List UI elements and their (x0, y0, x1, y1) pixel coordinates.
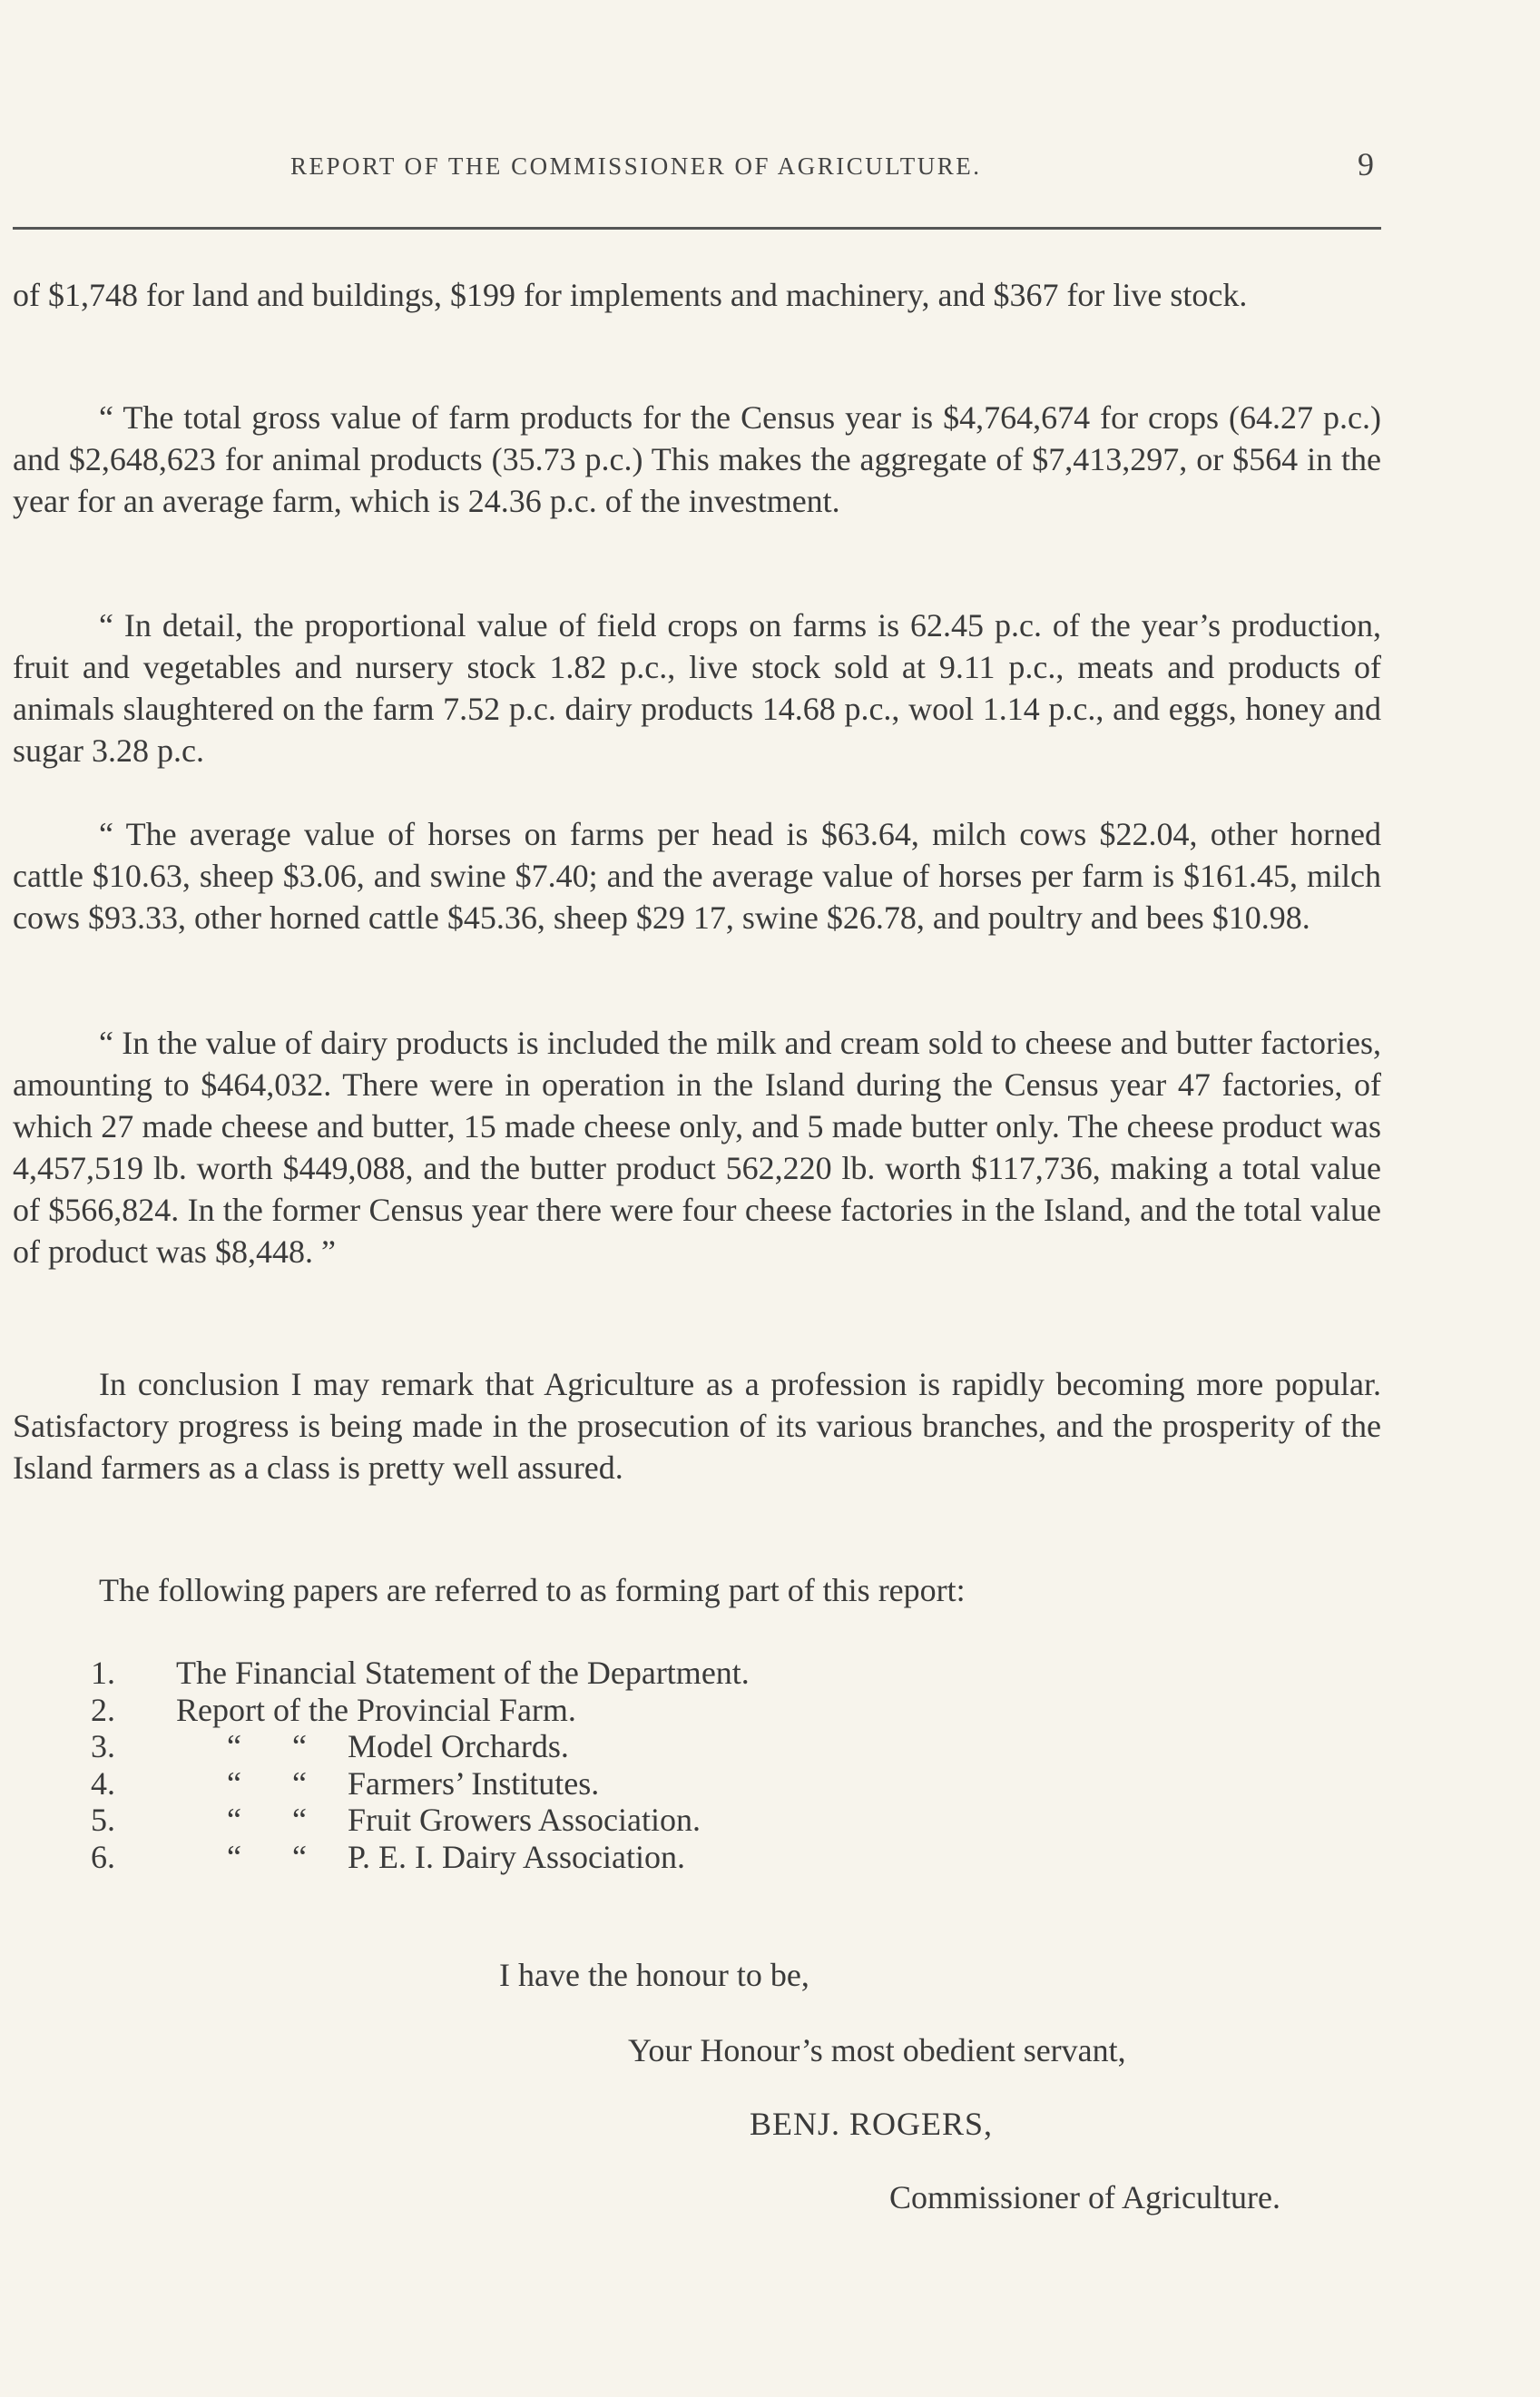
ditto-mark: “ (292, 1728, 307, 1764)
list-text: Farmers’ Institutes. (348, 1764, 600, 1802)
ditto-mark: “ (292, 1802, 307, 1838)
page-number: 9 (1358, 146, 1374, 182)
ditto-mark: “ (227, 1802, 241, 1838)
list-text: The Financial Statement of the Department. (176, 1655, 750, 1691)
list-item (91, 1692, 998, 1729)
paragraph-5: “ In the value of dairy products is included the milk and cream sold to cheese and butter factories, amounting to $464,032. There were in operation in the Island during the Census year 47 factories, of which 27 made cheese and butter, 15 made cheese only, and 5 made butter only. The cheese product was 4,457,519 lb. worth $449,088, and the butter product 562,220 lb. worth $117,736, making a total value of $566,824. In the former Census year there were four cheese factories in the Island, and the total value of product was $8,448. ” (13, 1025, 1381, 1270)
list-text: Model Orchards. (348, 1728, 569, 1764)
paragraph-6: In conclusion I may remark that Agriculture as a profession is rapidly becoming more popular. Satisfactory progress is being made in the prosecution of its various branches, and the prosperity of the Island farmers as a class is pretty well assured. (13, 1366, 1381, 1486)
closing-line: I have the honour to be, (499, 1957, 809, 1993)
list-number: 1. (91, 1655, 115, 1691)
signature-title: Commissioner of Agriculture. (889, 2179, 1280, 2215)
list-text: P. E. I. Dairy Association. (348, 1838, 685, 1875)
list-number: 4. (91, 1764, 115, 1802)
signoff-line: Your Honour’s most obedient servant, (628, 2032, 1126, 2068)
paragraph-2: “ The total gross value of farm products for the Census year is $4,764,674 for crops (64.27 p.c.) and $2,648,623 for animal products (35.73 p.c.) This makes the aggregate of $7,413,297, or $564 in the year for an average farm, which is 24.36 p.c. of the investment. (13, 399, 1381, 519)
ditto-mark: “ (227, 1838, 241, 1875)
list-item (91, 1765, 998, 1803)
list-number: 3. (91, 1728, 115, 1764)
paragraph-1: of $1,748 for land and buildings, $199 for implements and machinery, and $367 for live stock. (13, 277, 1248, 313)
list-item (91, 1655, 998, 1692)
list-number: 6. (91, 1838, 115, 1875)
signature-name: BENJ. ROGERS, (750, 2106, 994, 2142)
ditto-mark: “ (227, 1764, 241, 1802)
list-number: 5. (91, 1802, 115, 1838)
papers-list (91, 1655, 998, 1875)
ditto-mark: “ (227, 1728, 241, 1764)
page-header (0, 146, 1540, 198)
ditto-mark: “ (292, 1838, 307, 1875)
ditto-mark: “ (292, 1764, 307, 1802)
list-text: Report of the Provincial Farm. (176, 1691, 576, 1728)
list-item (91, 1802, 998, 1839)
paragraph-4: “ The average value of horses on farms per head is $63.64, milch cows $22.04, other horned cattle $10.63, sheep $3.06, and swine $7.40; and the average value of horses per farm is $161.45, milch cows $93.33, other horned cattle $45.36, sheep $29 17, swine $26.78, and poultry and bees $10.98. (13, 816, 1381, 936)
paragraph-3: “ In detail, the proportional value of field crops on farms is 62.45 p.c. of the year’s production, fruit and vegetables and nursery stock 1.82 p.c., live stock sold at 9.11 p.c., meats and products of animals slaughtered on the farm 7.52 p.c. dairy products 14.68 p.c., wool 1.14 p.c., and eggs, honey and sugar 3.28 p.c. (13, 607, 1381, 769)
running-title: REPORT OF THE COMMISSIONER OF AGRICULTURE. (290, 152, 982, 180)
paragraph-7: The following papers are referred to as forming part of this report: (99, 1572, 966, 1608)
list-text: Fruit Growers Association. (348, 1802, 701, 1838)
list-number: 2. (91, 1691, 115, 1728)
list-item (91, 1728, 998, 1765)
list-item (91, 1839, 998, 1876)
header-rule (13, 227, 1381, 230)
